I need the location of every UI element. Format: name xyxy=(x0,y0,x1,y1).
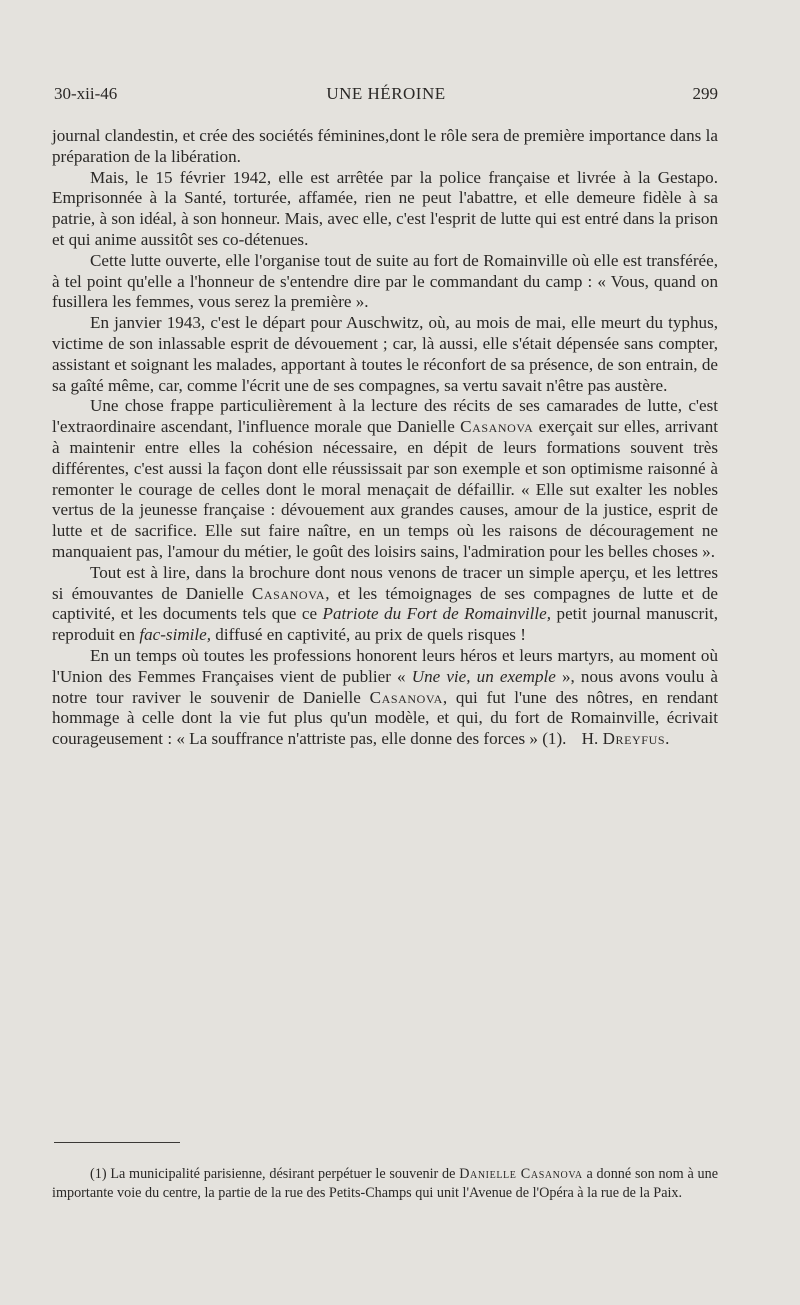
header-date: 30-xii-46 xyxy=(54,84,118,103)
signature-name: Dreyfus. xyxy=(602,729,670,749)
newspaper-title: Patriote du Fort de Romainville, xyxy=(322,604,552,624)
paragraph-6 xyxy=(52,563,718,646)
paragraph-6-text-d: diffusé en captivité, au prix de quels risques ! xyxy=(211,625,526,645)
paragraph-5-text-b: exerçait sur elles, arrivant à maintenir entre elles la cohésion nécessaire, en dépit de leurs formations souvent très différentes, c'est aussi la façon dont elle réussissait par son exemple et son optimisme raisonné à remonter le courage de celles dont le moral menaçait de défaillir. « Elle sut exalter les nobles vertus de la jeunesse française : dévouement aux grandes causes, amour de la justice, esprit de lutte et de sacrifice. Elle sut faire naître, en un temps où les raisons de découragement ne manquaient pas, l'amour du métier, le goût des loisirs sains, l'admiration pour les belles choses ». xyxy=(52,417,718,561)
person-name: Casanova xyxy=(460,417,534,437)
footnote-text-b: a donné son nom à une importante voie du centre, la partie de la rue des Petits-Champs qui unit l'Avenue de l'Opéra à la rue de la Paix. xyxy=(52,1166,718,1201)
author-signature xyxy=(582,729,718,750)
facsimile-term: fac-simile, xyxy=(139,625,212,645)
paragraph-4: En janvier 1943, c'est le départ pour Auschwitz, où, au mois de mai, elle meurt du typhus, victime de son inlassable esprit de dévouement ; car, là aussi, elle s'était dépensée sans compter, assistant et soignant les malades, apportant à toutes le réconfort de sa présence, de son entrain, de sa gaîté même, car, comme l'écrit une de ses compagnes, sa vertu savait n'être pas austère. xyxy=(52,313,718,395)
paragraph-7-text-a: En un temps où toutes les professions honorent leurs héros et leurs martyrs, au moment où l'Union des Femmes Françaises vient de publier « xyxy=(52,645,718,686)
paragraph-7 xyxy=(52,646,718,750)
paragraph-3: Cette lutte ouverte, elle l'organise tout de suite au fort de Romainville où elle est transférée, à tel point qu'elle a l'honneur de s'entendre dire par le commandant du camp : « Vous, quand on fusillera les femmes, vous serez la première ». xyxy=(52,250,718,312)
header-title: UNE HÉROINE xyxy=(326,84,446,103)
article-body xyxy=(52,126,718,750)
paragraph-5-text-a: Une chose frappe particulièrement à la lecture des récits de ses camarades de lutte, c'est l'extraordinaire ascendant, l'influence morale que Danielle xyxy=(52,396,718,437)
book-title: Une vie, un exemple xyxy=(411,666,556,686)
paragraph-7-text-c: , qui fut l'une des nôtres, en rendant hommage à celle dont la vie fut plus qu'un modèle, et qui, du fort de Romainville, écrivait courageusement : « La souffrance n'attriste pas, elle donne des forces » (1). xyxy=(52,687,718,749)
footnote-divider xyxy=(54,1142,180,1143)
paragraph-6-text-c: petit journal manuscrit, reproduit en xyxy=(52,604,718,645)
footnote-person-name: Danielle Casanova xyxy=(459,1166,583,1182)
paragraph-6-text-a: Tout est à lire, dans la brochure dont nous venons de tracer un simple aperçu, et les lettres si émouvantes de Danielle xyxy=(52,562,718,603)
person-name: Casanova xyxy=(251,583,326,603)
paragraph-7-text-b: », nous avons voulu à notre tour raviver le souvenir de Danielle xyxy=(52,666,719,707)
page-number: 299 xyxy=(692,84,718,103)
person-name: Casanova xyxy=(369,687,443,707)
signature-initial: H. xyxy=(581,729,603,749)
running-head xyxy=(54,82,718,106)
paragraph-5 xyxy=(52,396,718,562)
footnote-text xyxy=(52,1165,718,1202)
footnote xyxy=(52,1165,718,1202)
footnote-text-a: (1) La municipalité parisienne, désirant perpétuer le souvenir de xyxy=(90,1166,460,1182)
paragraph-2: Mais, le 15 février 1942, elle est arrêtée par la police française et livrée à la Gestapo. Emprisonnée à la Santé, torturée, affamée, rien ne peut l'abattre, et elle demeure fidèle à sa patrie, à son idéal, à son honneur. Mais, avec elle, c'est l'esprit de lutte qui est entré dans la prison et qui anime aussitôt ses co-détenues. xyxy=(52,167,718,249)
paragraph-6-text-b: , et les témoignages de ses compagnes de lutte et de captivité, et les documents tels que ce xyxy=(52,583,718,624)
paragraph-1: journal clandestin, et crée des sociétés féminines,dont le rôle sera de première importance dans la préparation de la libération. xyxy=(52,126,718,166)
